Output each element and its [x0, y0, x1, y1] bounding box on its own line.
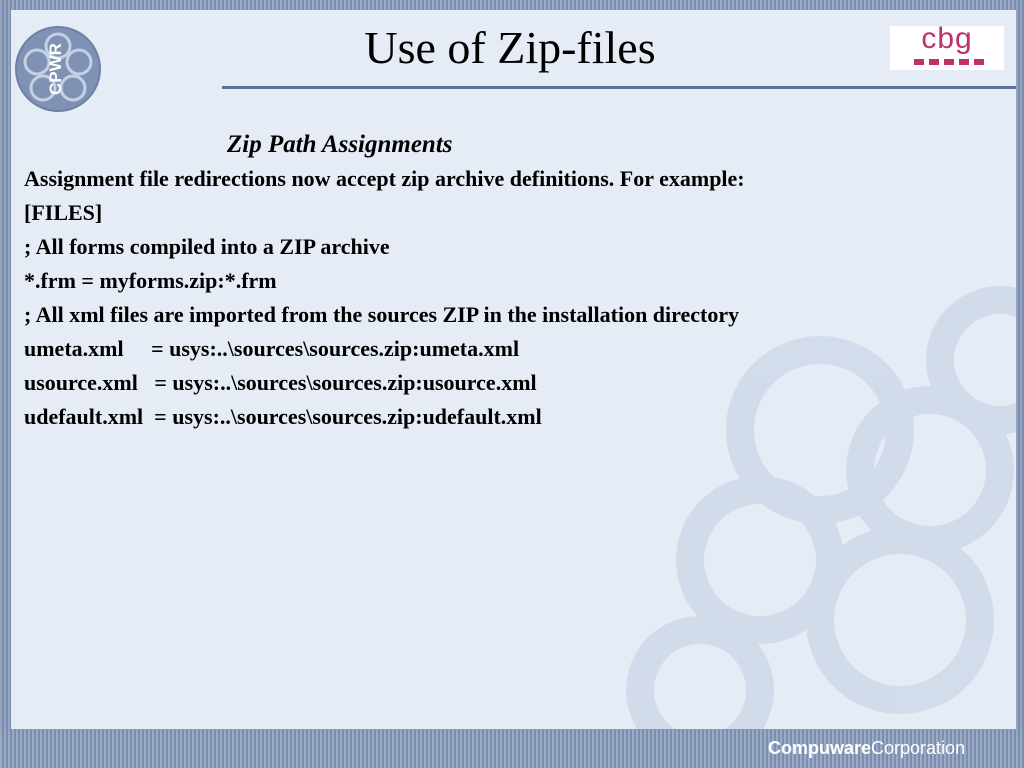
body-line-forms-assignment: *.frm = myforms.zip:*.frm: [24, 268, 277, 293]
body-line-umeta: umeta.xml = usys:..\sources\sources.zip:umeta.xml: [24, 336, 520, 361]
body-line-xml-comment: ; All xml files are imported from the sources ZIP in the installation directory: [24, 302, 740, 327]
title-rule: [222, 86, 1016, 89]
logo-text: cbg: [921, 22, 973, 55]
section-subheading: Zip Path Assignments: [227, 131, 453, 158]
body-line-forms-comment: ; All forms compiled into a ZIP archive: [24, 234, 390, 259]
body-line-intro: Assignment file redirections now accept zip archive definitions. For example:: [24, 166, 745, 191]
frame-right: [1016, 0, 1024, 768]
cpwr-badge-icon: [13, 24, 103, 114]
footer-brand-name: Compuware: [768, 738, 872, 758]
logo-dots-decoration: [914, 59, 984, 65]
badge-text: CPWR: [46, 43, 65, 95]
footer-brand-suffix: Corporation: [871, 738, 966, 758]
footer-brand: [768, 738, 965, 759]
frame-top: [0, 0, 1024, 10]
content-body: [24, 128, 994, 434]
frame-left: [0, 0, 11, 768]
cbg-logo: [890, 22, 1004, 70]
body-line-udefault: udefault.xml = usys:..\sources\sources.zip:udefault.xml: [24, 404, 542, 429]
body-line-files-section: [FILES]: [24, 200, 103, 225]
slide-title: Use of Zip-files: [364, 22, 656, 73]
body-line-usource: usource.xml = usys:..\sources\sources.zip:usource.xml: [24, 370, 537, 395]
